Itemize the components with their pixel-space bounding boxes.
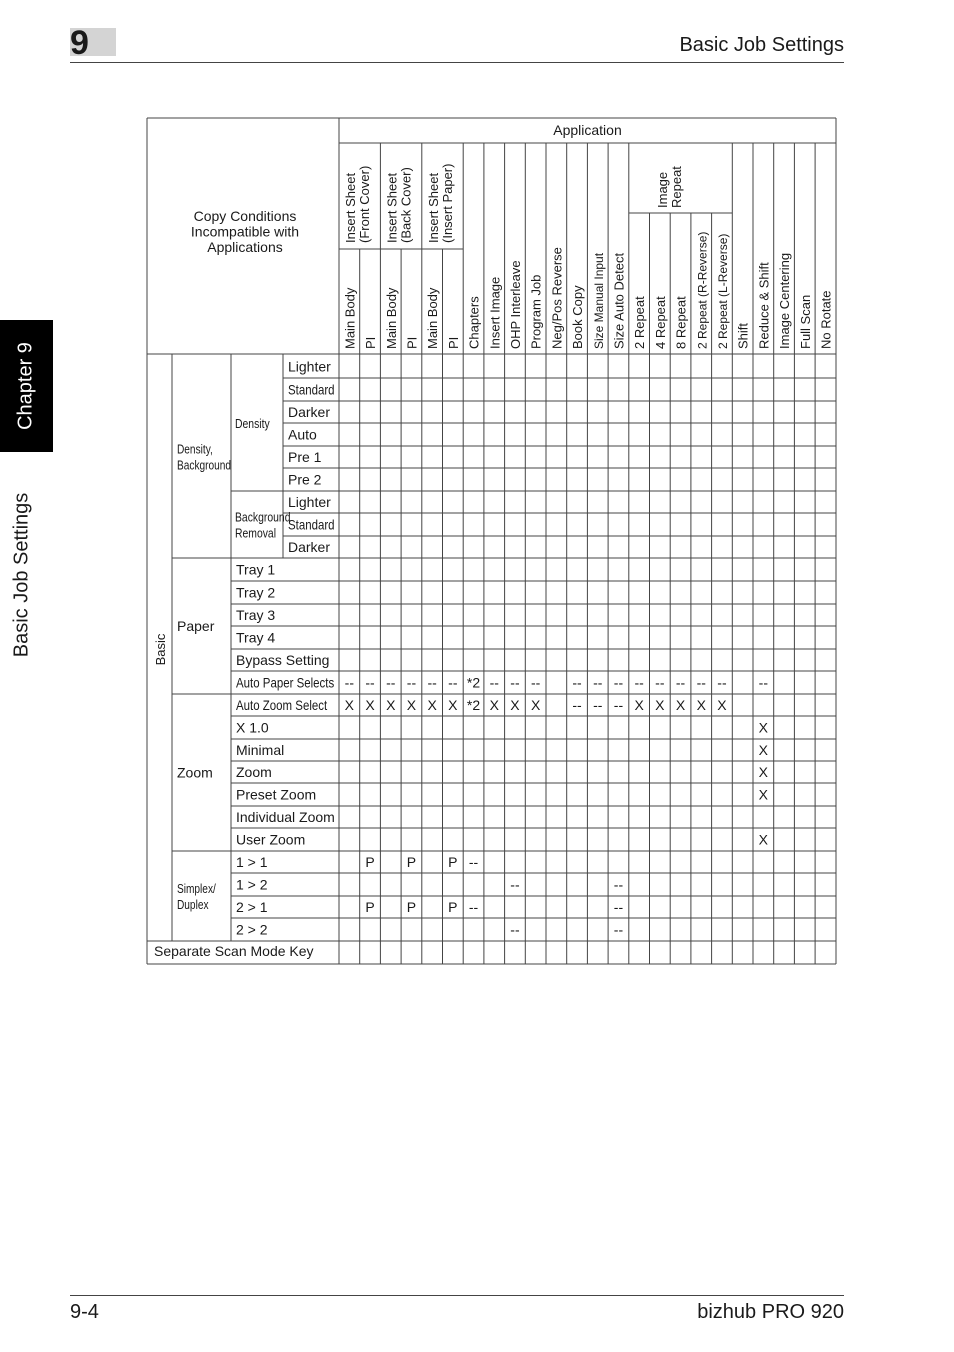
column-label: Chapters (466, 296, 482, 349)
column-label: Size Auto Detect (611, 252, 627, 349)
row-label: Lighter (288, 494, 331, 510)
table-cell: -- (613, 674, 624, 691)
column-label: 2 Repeat (R-Reverse) (695, 231, 710, 349)
insert-sheet-group-label: (Front Cover) (357, 165, 372, 243)
table-cell: X (344, 697, 355, 713)
row-label: 2 > 2 (236, 921, 268, 938)
table-cell: -- (613, 921, 624, 938)
row-label: Zoom (236, 764, 272, 780)
column-label: PI (363, 336, 379, 349)
table-cell: P (406, 854, 417, 870)
application-label: Application (553, 122, 622, 138)
column-label: Main Body (342, 287, 358, 349)
table-cell: -- (634, 674, 644, 691)
table-cell: X (634, 697, 644, 713)
column-label: Image Centering (777, 252, 793, 349)
table-cell: -- (593, 697, 603, 713)
insert-sheet-group-label: (Insert Paper) (439, 163, 455, 243)
row-label: X 1.0 (236, 719, 269, 736)
table-cell: -- (510, 921, 520, 938)
chapter-side-tab-label: Chapter 9 (14, 342, 37, 430)
table-cell: -- (613, 697, 624, 713)
row-label: Tray 2 (236, 584, 276, 601)
level3-label: Removal (235, 526, 277, 541)
row-label: Standard (288, 516, 335, 533)
row-label: Preset Zoom (236, 786, 317, 803)
level2-label: Background (176, 458, 232, 473)
column-label: OHP Interleave (507, 260, 523, 349)
column-label: PI (404, 336, 420, 349)
row-label: Bypass Setting (236, 652, 330, 668)
column-label: Book Copy (570, 285, 586, 349)
table-cell: X (696, 697, 706, 713)
level1-label: Basic (153, 633, 168, 666)
row-label: Lighter (288, 358, 331, 375)
column-label: 8 Repeat (673, 296, 689, 349)
table-cell: -- (365, 674, 375, 691)
table-cell: X (530, 697, 541, 713)
table-cell: X (758, 831, 769, 848)
table-cell: *2 (466, 697, 481, 713)
row-label: 1 > 2 (236, 876, 268, 893)
row-label: Standard (288, 381, 335, 398)
table-cell: *2 (466, 674, 481, 691)
table-cell: X (427, 697, 437, 713)
column-label: 2 Repeat (632, 296, 648, 349)
row-label: Individual Zoom (236, 809, 335, 825)
table-cell: -- (468, 899, 479, 915)
table-cell: -- (510, 876, 520, 893)
table-cell: -- (427, 674, 437, 691)
product-name: bizhub PRO 920 (697, 1301, 844, 1323)
table-cell: X (758, 719, 769, 736)
column-label: 4 Repeat (652, 296, 668, 349)
page-number: 9-4 (70, 1301, 99, 1323)
row-label: Minimal (236, 742, 285, 758)
footer-rule (70, 1295, 844, 1296)
table-cell: -- (593, 674, 603, 691)
row-label: Tray 3 (236, 607, 276, 623)
table-cell: -- (530, 674, 541, 691)
table-cell: X (655, 697, 665, 713)
row-label: Darker (288, 404, 331, 420)
table-cell: X (448, 697, 458, 713)
corner-label: Applications (207, 239, 283, 255)
row-label: Tray 4 (236, 629, 276, 646)
table-cell: -- (572, 697, 582, 713)
level1-label: Separate Scan Mode Key (154, 943, 314, 959)
level2-label: Simplex/ (176, 881, 216, 897)
row-label: Pre 1 (288, 449, 322, 465)
row-label: Pre 2 (288, 471, 322, 488)
table-cell: P (406, 899, 417, 915)
table-cell: P (365, 854, 375, 870)
table-cell: X (717, 697, 727, 713)
row-label: Darker (288, 539, 331, 555)
section-side-label: Basic Job Settings (10, 492, 33, 658)
table-cell: X (758, 742, 769, 758)
table-cell: -- (696, 674, 706, 691)
row-label: User Zoom (236, 831, 306, 848)
row-label: Auto Zoom Select (236, 696, 328, 714)
table-cell: -- (406, 674, 417, 691)
table-cell: -- (489, 674, 499, 691)
table-cell: -- (510, 674, 520, 691)
chapter-number: 9 (70, 24, 89, 62)
table-cell: X (758, 764, 769, 780)
column-label: Main Body (425, 287, 441, 349)
table-cell: X (386, 697, 396, 713)
table-cell: X (365, 697, 375, 713)
page-header-title: Basic Job Settings (679, 34, 844, 56)
corner-label: Copy Conditions (193, 208, 297, 224)
row-label: Auto Paper Selects (236, 674, 335, 691)
level2-label: Duplex (176, 897, 209, 913)
insert-sheet-group-label: Insert Sheet (343, 172, 358, 243)
row-label: Auto (288, 426, 317, 443)
table-cell: -- (613, 876, 624, 893)
table-cell: P (448, 899, 458, 915)
corner-label: Incompatible with (190, 223, 300, 240)
table-cell: X (510, 697, 520, 713)
table-cell: -- (717, 674, 727, 691)
column-label: Insert Image (487, 276, 503, 349)
table-cell: X (675, 697, 686, 713)
column-label: Reduce & Shift (756, 262, 772, 349)
table-cell: X (758, 786, 769, 803)
column-label: No Rotate (818, 290, 834, 349)
level3-label: Density (235, 416, 270, 432)
level2-label: Paper (177, 618, 215, 634)
column-label: Program Job (528, 274, 544, 349)
insert-sheet-group-label: Insert Sheet (384, 172, 400, 243)
table-cell: -- (344, 674, 355, 691)
level3-label: Background (235, 510, 291, 525)
insert-sheet-group-label: (Back Cover) (398, 167, 414, 243)
table-cell: -- (448, 674, 458, 691)
table-cell: -- (758, 674, 769, 691)
level2-label: Zoom (177, 764, 213, 781)
table-cell: -- (386, 674, 396, 691)
column-label: Shift (735, 322, 751, 349)
insert-sheet-group-label: Insert Sheet (425, 172, 441, 243)
table-cell: -- (613, 899, 624, 915)
column-label: Main Body (383, 287, 399, 349)
image-repeat-group-label: Image (654, 171, 670, 208)
column-label: Neg/Pos Reverse (549, 247, 565, 349)
table-cell: -- (572, 674, 582, 691)
column-label: Full Scan (797, 294, 813, 349)
column-label: PI (445, 336, 461, 349)
table-cell: P (365, 899, 375, 915)
table-cell: X (489, 697, 499, 713)
row-label: Tray 1 (236, 561, 276, 578)
column-label: Size Manual Input (591, 252, 606, 349)
row-label: 1 > 1 (236, 854, 268, 870)
level2-label: Density, (176, 442, 213, 457)
table-cell: P (448, 854, 458, 870)
row-label: 2 > 1 (236, 899, 268, 915)
table-cell: -- (468, 854, 479, 870)
table-cell: -- (655, 674, 665, 691)
table-cell: X (406, 697, 417, 713)
image-repeat-group-label: Repeat (668, 166, 684, 208)
column-label: 2 Repeat (L-Reverse) (715, 233, 730, 349)
table-cell: -- (675, 674, 686, 691)
